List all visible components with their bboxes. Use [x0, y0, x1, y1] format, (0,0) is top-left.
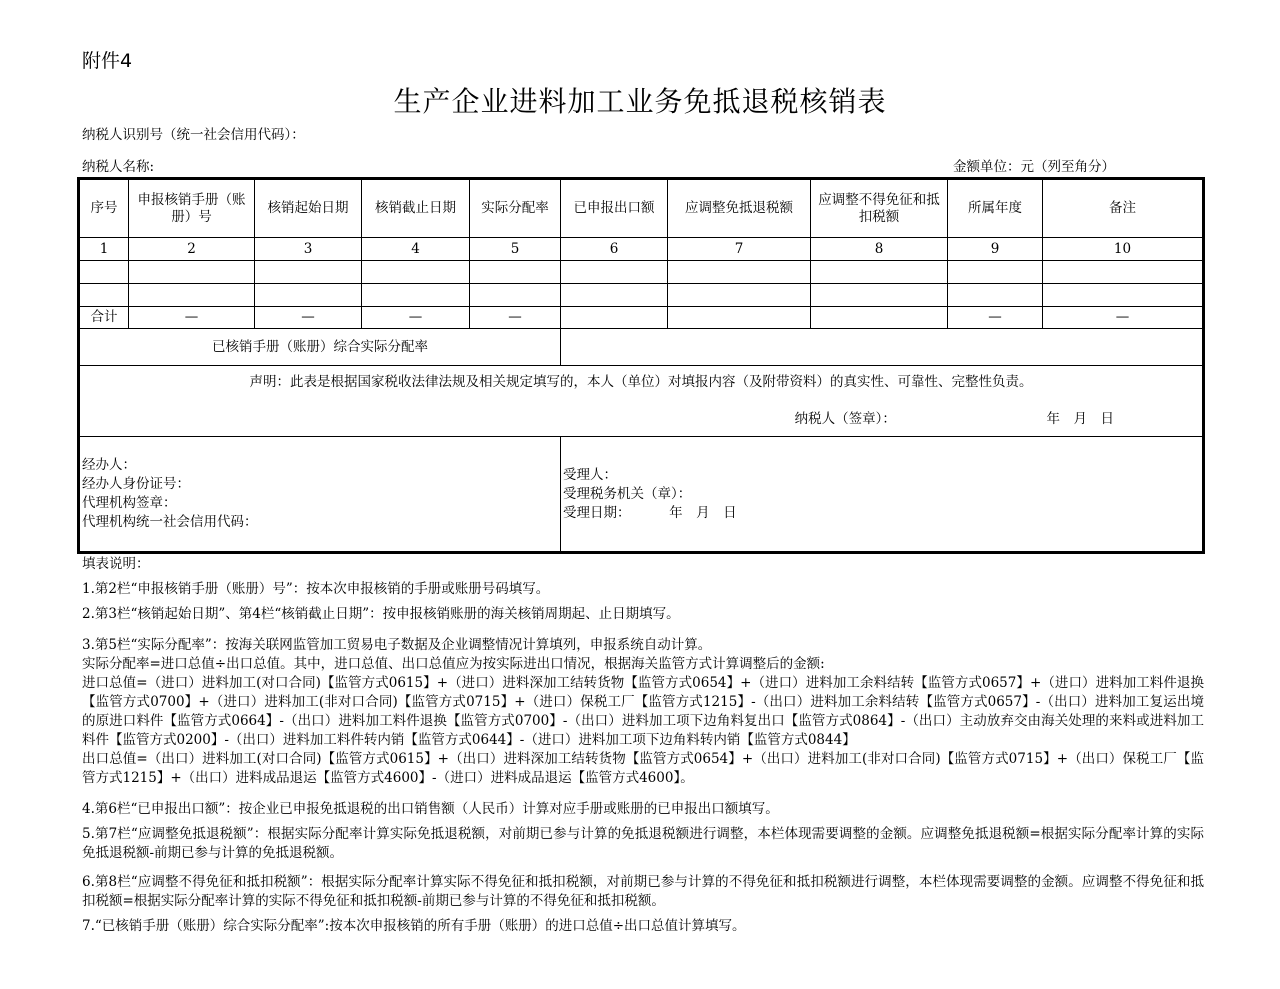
taxpayer-id-label: 纳税人识别号（统一社会信用代码）： [82, 127, 305, 143]
taxpayer-name-label: 纳税人名称: [82, 159, 155, 175]
column-number: 2 [129, 238, 255, 261]
note-3-export-total: 出口总值=（出口）进料加工(对口合同)【监管方式0615】+（出口）进料深加工结转货物【监管方式0654】+（出口）进料加工(非对口合同)【监管方式0715】+（出口）保税工厂【监管方式1215】+（出口）进料成品退运【监管方式4600】-（进口）进料成品退运【监管方式4600】。 [82, 751, 1204, 786]
notes-heading: 填表说明： [82, 556, 150, 572]
agent-id-label: 经办人身份证号： [82, 476, 190, 492]
empty-cell[interactable] [811, 261, 948, 284]
empty-cell[interactable] [470, 284, 561, 307]
acceptor-label: 受理人： [563, 467, 617, 483]
note-5: 5.第7栏“应调整免抵退税额”：根据实际分配率计算实际免抵退税额，对前期已参与计算的免抵退税额进行调整，本栏体现需要调整的金额。应调整免抵退税额=根据实际分配率计算的实际免抵退税额-前期已参与计算的免抵退税额。 [82, 826, 1204, 861]
empty-cell[interactable] [80, 261, 129, 284]
header-cell: 所属年度 [948, 180, 1043, 238]
agent-cell [80, 437, 561, 552]
column-number: 8 [811, 238, 948, 261]
note-1: 1.第2栏“申报核销手册（账册）号”：按本次申报核销的手册或账册号码填写。 [82, 581, 550, 597]
total-row [80, 307, 1203, 329]
filling-instructions [82, 555, 1204, 936]
total-cell: — [362, 307, 470, 329]
empty-cell[interactable] [668, 284, 811, 307]
header-cell: 申报核销手册（账册）号 [129, 180, 255, 238]
attachment-label: 附件4 [82, 50, 133, 72]
signature-date: 年 月 日 [1046, 411, 1114, 427]
column-number: 9 [948, 238, 1043, 261]
column-number: 5 [470, 238, 561, 261]
total-cell: — [1043, 307, 1203, 329]
header-cell: 序号 [80, 180, 129, 238]
handler-row [80, 437, 1203, 552]
column-number: 7 [668, 238, 811, 261]
note-3: 3.第5栏“实际分配率”：按海关联网监管加工贸易电子数据及企业调整情况计算填列，申报系统自动计算。 [82, 637, 712, 653]
agent-label: 经办人： [82, 457, 136, 473]
total-cell: — [129, 307, 255, 329]
total-cell: — [470, 307, 561, 329]
empty-cell[interactable] [948, 261, 1043, 284]
header-cell: 实际分配率 [470, 180, 561, 238]
form-title: 生产企业进料加工业务免抵退税核销表 [393, 85, 887, 118]
total-label: 合计 [80, 307, 129, 329]
total-cell: — [255, 307, 362, 329]
column-number: 6 [561, 238, 668, 261]
verification-table [79, 179, 1203, 552]
column-number: 10 [1043, 238, 1203, 261]
tax-office-label: 受理税务机关（章）： [563, 486, 692, 502]
acceptance-date-label: 受理日期： [563, 505, 631, 521]
empty-cell[interactable] [362, 284, 470, 307]
acceptance-date-ymd: 年 月 日 [669, 505, 737, 521]
total-cell[interactable] [561, 307, 668, 329]
rate-row [80, 329, 1203, 366]
acceptance-date-line [563, 504, 1200, 523]
empty-cell[interactable] [1043, 284, 1203, 307]
empty-cell[interactable] [668, 261, 811, 284]
taxpayer-signature-label: 纳税人（签章）： [794, 411, 896, 427]
empty-cell[interactable] [561, 261, 668, 284]
total-cell[interactable] [668, 307, 811, 329]
amount-unit-label: 金额单位：元（列至角分） [953, 159, 1115, 175]
rate-value-cell[interactable] [561, 329, 1203, 366]
column-number-row [80, 238, 1203, 261]
header-cell: 应调整免抵退税额 [668, 180, 811, 238]
note-3-import-total: 进口总值=（进口）进料加工(对口合同)【监管方式0615】+（进口）进料深加工结转货物【监管方式0654】+（进口）进料加工余料结转【监管方式0657】+（进口）进料加工料件退换【监管方式0700】+（进口）进料加工(非对口合同)【监管方式0715】+（进口）保税工厂【监管方式1215】-（出口）进料加工余料结转【监管方式0657】-（出口）进料加工复运出境的原进口料件【监管方式0664】-（出口）进料加工料件退换【监管方式0700】-（出口）进料加工项下边角料复出口【监管方式0864】-（出口）主动放弃交由海关处理的来料或进料加工料件【监管方式0200】-（出口）进料加工料件转内销【监管方式0644】-（进口）进料加工项下边角料转内销【监管方式0844】 [82, 675, 1204, 748]
note-6: 6.第8栏“应调整不得免征和抵扣税额”：根据实际分配率计算实际不得免征和抵扣税额，对前期已参与计算的不得免征和抵扣税额进行调整，本栏体现需要调整的金额。应调整不得免征和抵扣税额=根据实际分配率计算的实际不得免征和抵扣税额-前期已参与计算的不得免征和抵扣税额。 [82, 874, 1204, 909]
table-row [80, 284, 1203, 307]
rate-label: 已核销手册（账册）综合实际分配率 [80, 329, 561, 366]
note-7: 7.“已核销手册（账册）综合实际分配率”:按本次申报核销的所有手册（账册）的进口总值÷出口总值计算填写。 [82, 918, 746, 934]
table-row [80, 261, 1203, 284]
note-2: 2.第3栏“核销起始日期”、第4栏“核销截止日期”：按申报核销账册的海关核销周期起、止日期填写。 [82, 606, 680, 622]
declaration-row [80, 366, 1203, 437]
taxpayer-signature-line [82, 411, 1200, 428]
header-row [80, 180, 1203, 238]
empty-cell[interactable] [362, 261, 470, 284]
empty-cell[interactable] [80, 284, 129, 307]
header-cell: 备注 [1043, 180, 1203, 238]
empty-cell[interactable] [470, 261, 561, 284]
empty-cell[interactable] [255, 284, 362, 307]
agency-credit-code-label: 代理机构统一社会信用代码： [82, 514, 258, 530]
header-cell: 已申报出口额 [561, 180, 668, 238]
column-number: 3 [255, 238, 362, 261]
acceptance-cell [561, 437, 1203, 552]
empty-cell[interactable] [1043, 261, 1203, 284]
empty-cell[interactable] [129, 284, 255, 307]
total-cell[interactable] [811, 307, 948, 329]
empty-cell[interactable] [811, 284, 948, 307]
agency-seal-label: 代理机构签章： [82, 495, 177, 511]
declaration-text: 声明：此表是根据国家税收法律法规及相关规定填写的，本人（单位）对填报内容（及附带资料）的真实性、可靠性、完整性负责。 [249, 374, 1033, 390]
declaration-cell [80, 366, 1203, 437]
note-4: 4.第6栏“已申报出口额”：按企业已申报免抵退税的出口销售额（人民币）计算对应手册或账册的已申报出口额填写。 [82, 801, 779, 817]
header-cell: 应调整不得免征和抵扣税额 [811, 180, 948, 238]
empty-cell[interactable] [255, 261, 362, 284]
note-3-formula: 实际分配率=进口总值÷出口总值。其中，进口总值、出口总值应为按实际进出口情况，根据海关监管方式计算调整后的金额: [82, 656, 825, 672]
total-cell: — [948, 307, 1043, 329]
column-number: 4 [362, 238, 470, 261]
empty-cell[interactable] [948, 284, 1043, 307]
empty-cell[interactable] [129, 261, 255, 284]
header-cell: 核销截止日期 [362, 180, 470, 238]
header-cell: 核销起始日期 [255, 180, 362, 238]
empty-cell[interactable] [561, 284, 668, 307]
column-number: 1 [80, 238, 129, 261]
